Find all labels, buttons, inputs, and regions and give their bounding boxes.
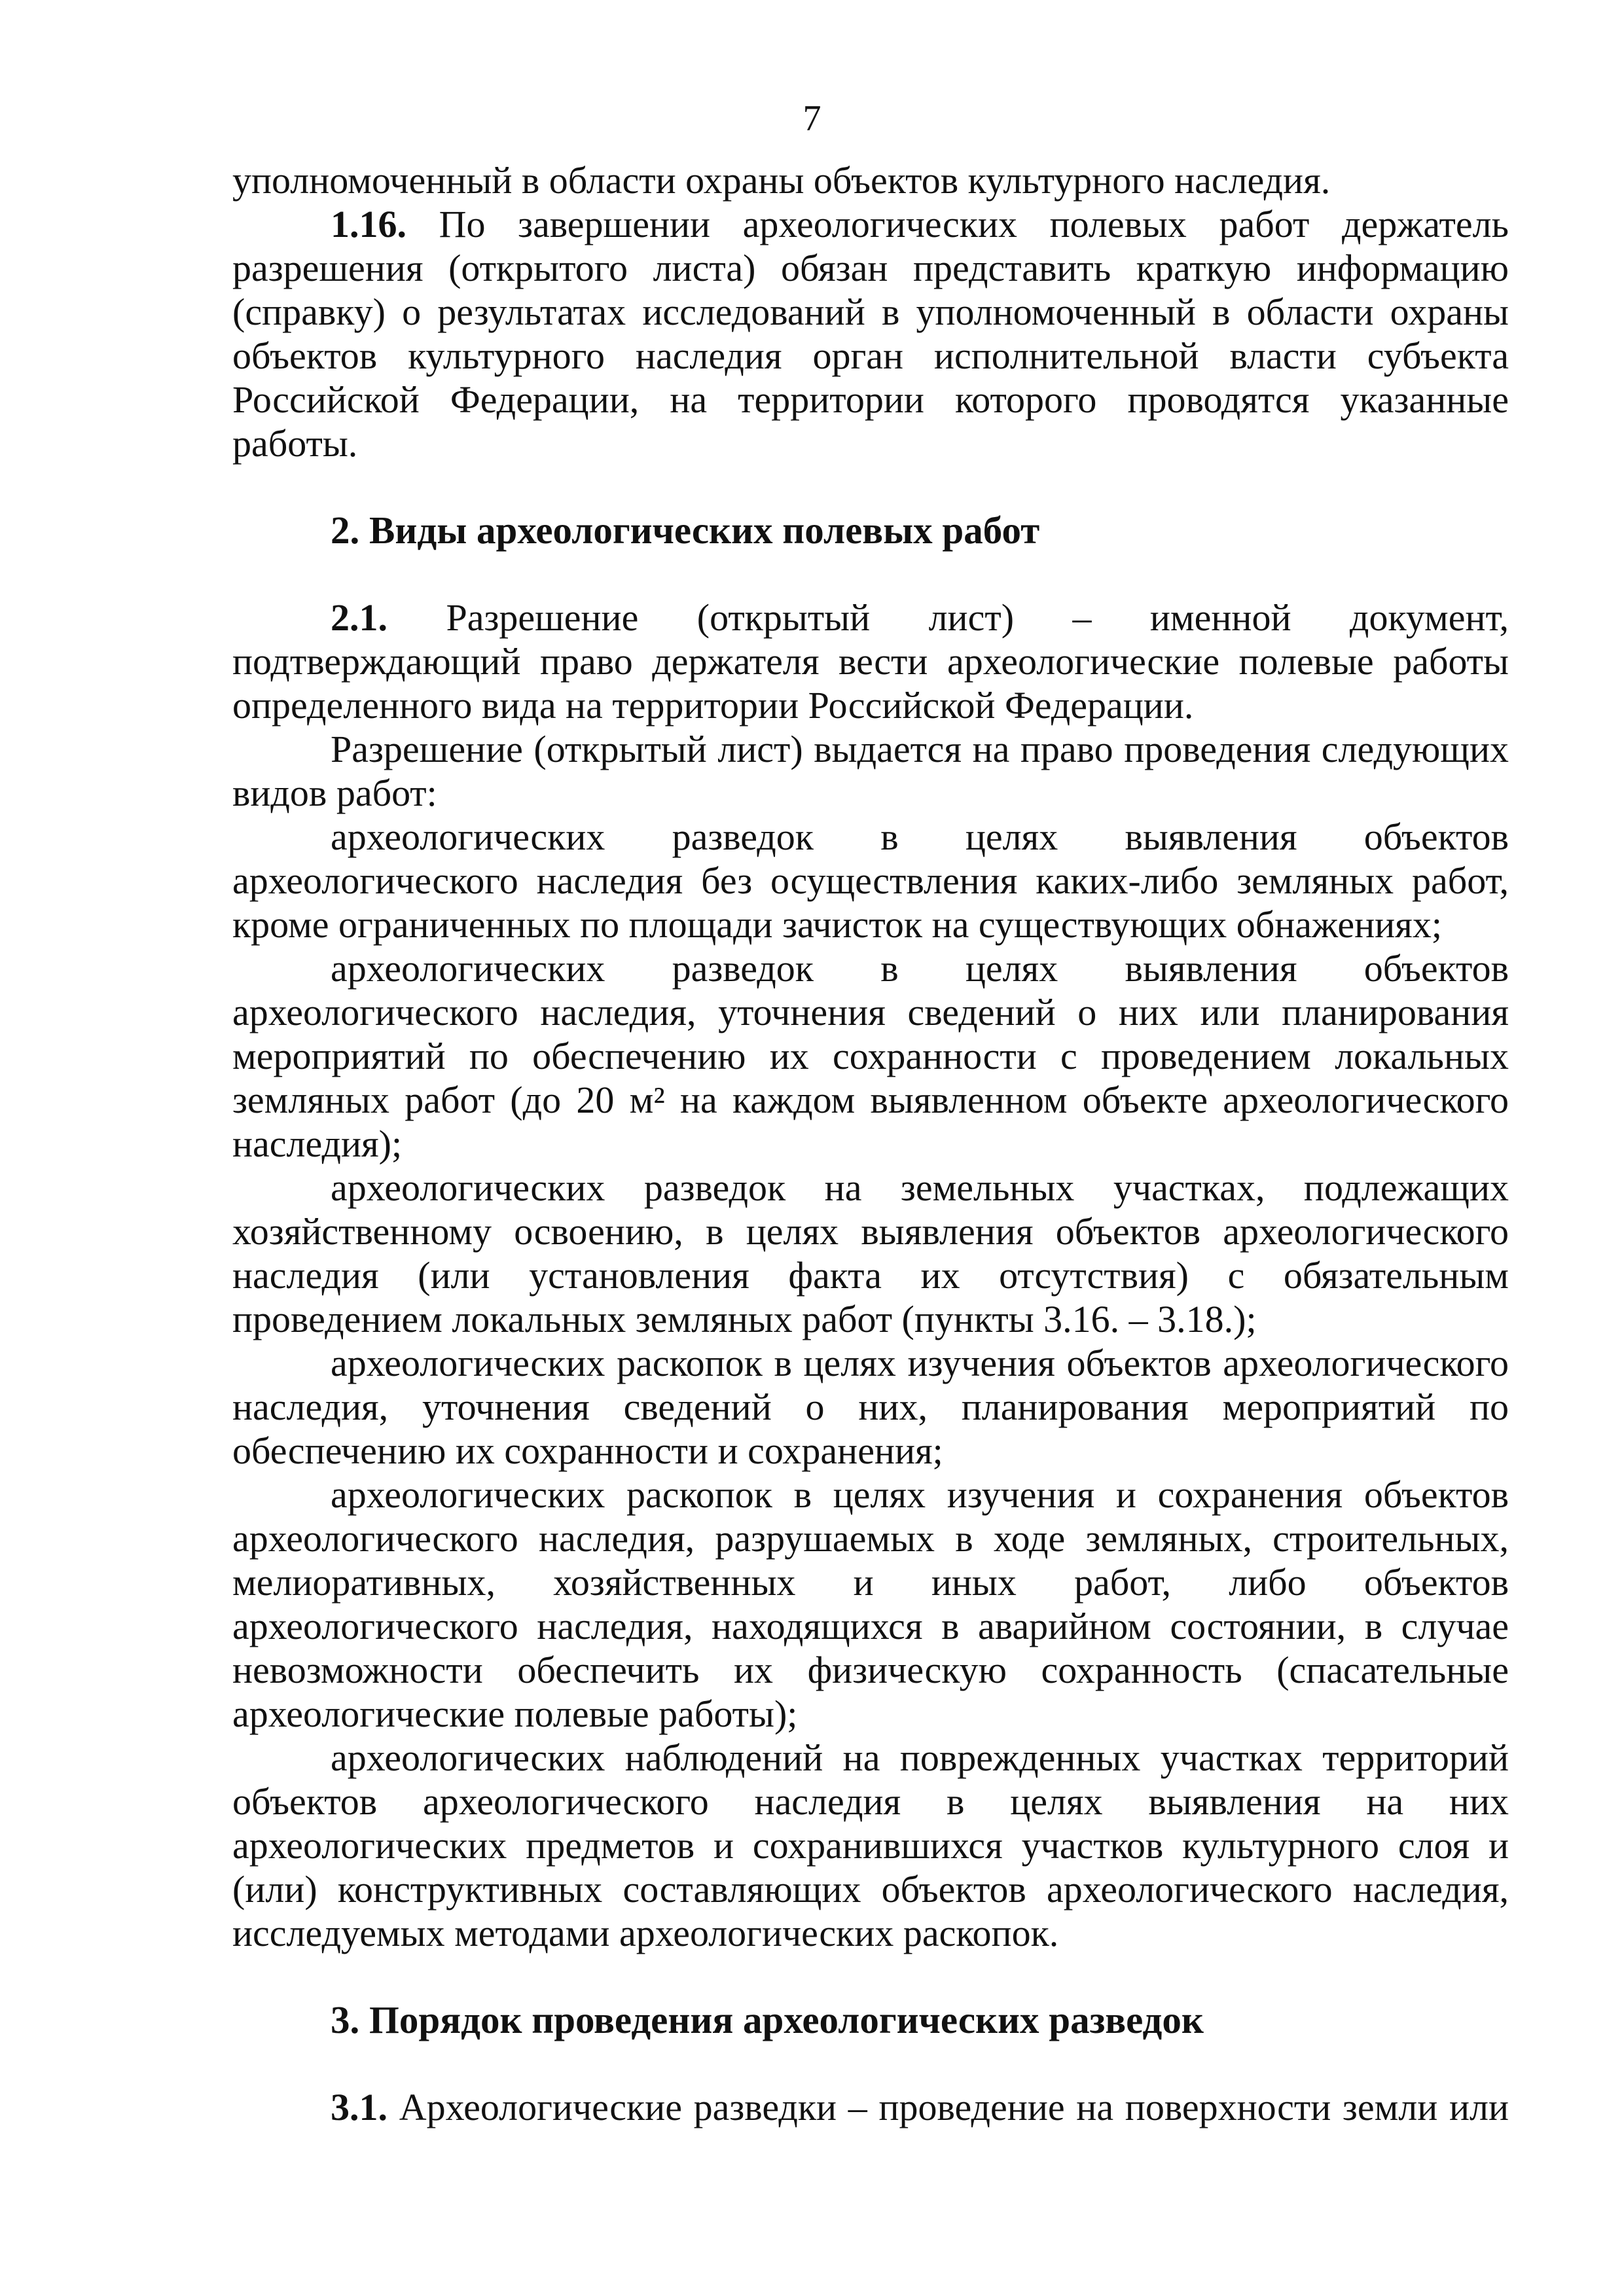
clause-number: 1.16. <box>331 203 406 245</box>
list-item-work-type: археологических раскопок в целях изучения и сохранения объектов археологического наследия, разрушаемых в ходе земляных, строительных, мелиоративных, хозяйственных и иных работ, либо объектов археологического наследия, находящихся в аварийном состоянии, в случае невозможности обеспечить их физическую сохранность (спасательные археологические полевые работы); <box>232 1473 1509 1735</box>
paragraph-3-1 <box>232 2085 1509 2129</box>
clause-text: Археологические разведки – проведение на поверхности земли или <box>399 2086 1509 2128</box>
paragraph-continuation: уполномоченный в области охраны объектов культурного наследия. <box>232 159 1331 202</box>
paragraph-1-16 <box>232 202 1509 465</box>
clause-text: По завершении археологических полевых работ держатель разрешения (открытого листа) обязан представить краткую информацию (справку) о результатах исследований в уполномоченный в области охраны объектов культурного наследия орган исполнительной власти субъекта Российской Федерации, на территории которого проводятся указанные работы. <box>232 203 1509 465</box>
page-number: 7 <box>803 98 821 139</box>
clause-number: 2.1. <box>331 596 388 639</box>
list-item-work-type: археологических разведок в целях выявления объектов археологического наследия, уточнения сведений о них или планирования мероприятий по обеспечению их сохранности с проведением локальных земляных работ (до 20 м² на каждом выявленном объекте археологического наследия); <box>232 947 1509 1165</box>
list-item-work-type: археологических разведок в целях выявления объектов археологического наследия без осуществления каких-либо земляных работ, кроме ограниченных по площади зачисток на существующих обнажениях; <box>232 816 1509 946</box>
clause-number: 3.1. <box>331 2086 388 2128</box>
list-item-work-type: археологических наблюдений на поврежденных участках территорий объектов археологического наследия в целях выявления на них археологических предметов и сохранившихся участков культурного слоя и (или) конструктивных составляющих объектов археологического наследия, исследуемых методами археологических раскопок. <box>232 1736 1509 1954</box>
clause-text: Разрешение (открытый лист) – именной документ, подтверждающий право держателя вести археологические полевые работы определенного вида на территории Российской Федерации. <box>232 596 1509 726</box>
paragraph-permit-types-intro: Разрешение (открытый лист) выдается на право проведения следующих видов работ: <box>232 728 1509 814</box>
paragraph-2-1 <box>232 596 1509 727</box>
section-3-heading: 3. Порядок проведения археологических разведок <box>331 1998 1204 2041</box>
document-body <box>232 158 1509 2129</box>
list-item-work-type: археологических раскопок в целях изучения объектов археологического наследия, уточнения сведений о них, планирования мероприятий по обеспечению их сохранности и сохранения; <box>232 1342 1509 1472</box>
list-item-work-type: археологических разведок на земельных участках, подлежащих хозяйственному освоению, в целях выявления объектов археологического наследия (или установления факта их отсутствия) с обязательным проведением локальных земляных работ (пункты 3.16. – 3.18.); <box>232 1166 1509 1340</box>
section-2-heading: 2. Виды археологических полевых работ <box>331 509 1040 552</box>
